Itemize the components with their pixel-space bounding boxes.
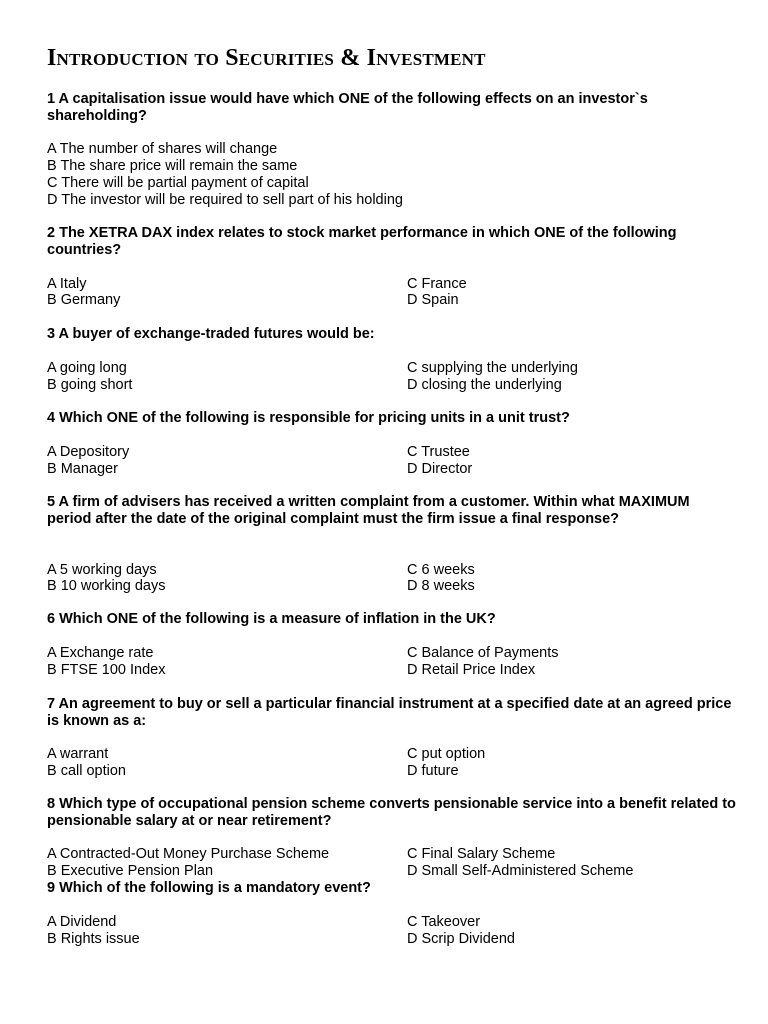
q9-option-d: D Scrip Dividend [407,931,515,947]
q7-option-b: B call option [47,763,126,779]
q9-option-a: A Dividend [47,914,117,930]
question-8: 8 Which type of occupational pension scheme converts pensionable service into a benefit related to pensionable salary at or near retirement? [47,796,736,829]
q3-option-d: D closing the underlying [407,377,562,393]
q2-option-a: A Italy [47,276,87,292]
q8-option-b: B Executive Pension Plan [47,863,214,879]
q4-option-c: C Trustee [407,444,470,460]
q6-option-a: A Exchange rate [47,645,154,661]
q8-option-a: A Contracted-Out Money Purchase Scheme [47,846,330,862]
q3-option-c: C supplying the underlying [407,360,578,376]
q4-option-d: D Director [407,461,473,477]
question-2: 2 The XETRA DAX index relates to stock market performance in which ONE of the following countries? [47,225,677,258]
q6-option-d: D Retail Price Index [407,662,536,678]
q3-option-a: A going long [47,360,127,376]
question-9: 9 Which of the following is a mandatory event? [47,880,371,896]
q1-option-a: A The number of shares will change [47,141,278,157]
q7-option-d: D future [407,763,459,779]
question-7: 7 An agreement to buy or sell a particular financial instrument at a specified date at an agreed price is known as a: [47,696,732,729]
document-title: Introduction to Securities & Investment [47,45,486,71]
q1-option-d: D The investor will be required to sell part of his holding [47,192,403,208]
q3-option-b: B going short [47,377,133,393]
q2-option-c: C France [407,276,467,292]
q8-option-d: D Small Self-Administered Scheme [407,863,634,879]
q7-option-a: A warrant [47,746,109,762]
q9-option-c: C Takeover [407,914,481,930]
q1-option-c: C There will be partial payment of capital [47,175,309,191]
q2-option-b: B Germany [47,292,121,308]
question-5: 5 A firm of advisers has received a written complaint from a customer. Within what MAXIMUM period after the date of the original complaint must the firm issue a final response? [47,494,690,527]
question-3: 3 A buyer of exchange-traded futures would be: [47,326,375,342]
question-4: 4 Which ONE of the following is responsible for pricing units in a unit trust? [47,410,570,426]
q9-option-b: B Rights issue [47,931,140,947]
q7-option-c: C put option [407,746,486,762]
q6-option-b: B FTSE 100 Index [47,662,166,678]
q4-option-a: A Depository [47,444,130,460]
q4-option-b: B Manager [47,461,118,477]
q5-option-c: C 6 weeks [407,562,475,578]
q6-option-c: C Balance of Payments [407,645,559,661]
q5-option-d: D 8 weeks [407,578,475,594]
q8-option-c: C Final Salary Scheme [407,846,556,862]
question-1: 1 A capitalisation issue would have which ONE of the following effects on an investor`s shareholding? [47,91,648,124]
q1-option-b: B The share price will remain the same [47,158,298,174]
q2-option-d: D Spain [407,292,459,308]
q5-option-a: A 5 working days [47,562,157,578]
q5-option-b: B 10 working days [47,578,166,594]
question-6: 6 Which ONE of the following is a measure of inflation in the UK? [47,611,496,627]
